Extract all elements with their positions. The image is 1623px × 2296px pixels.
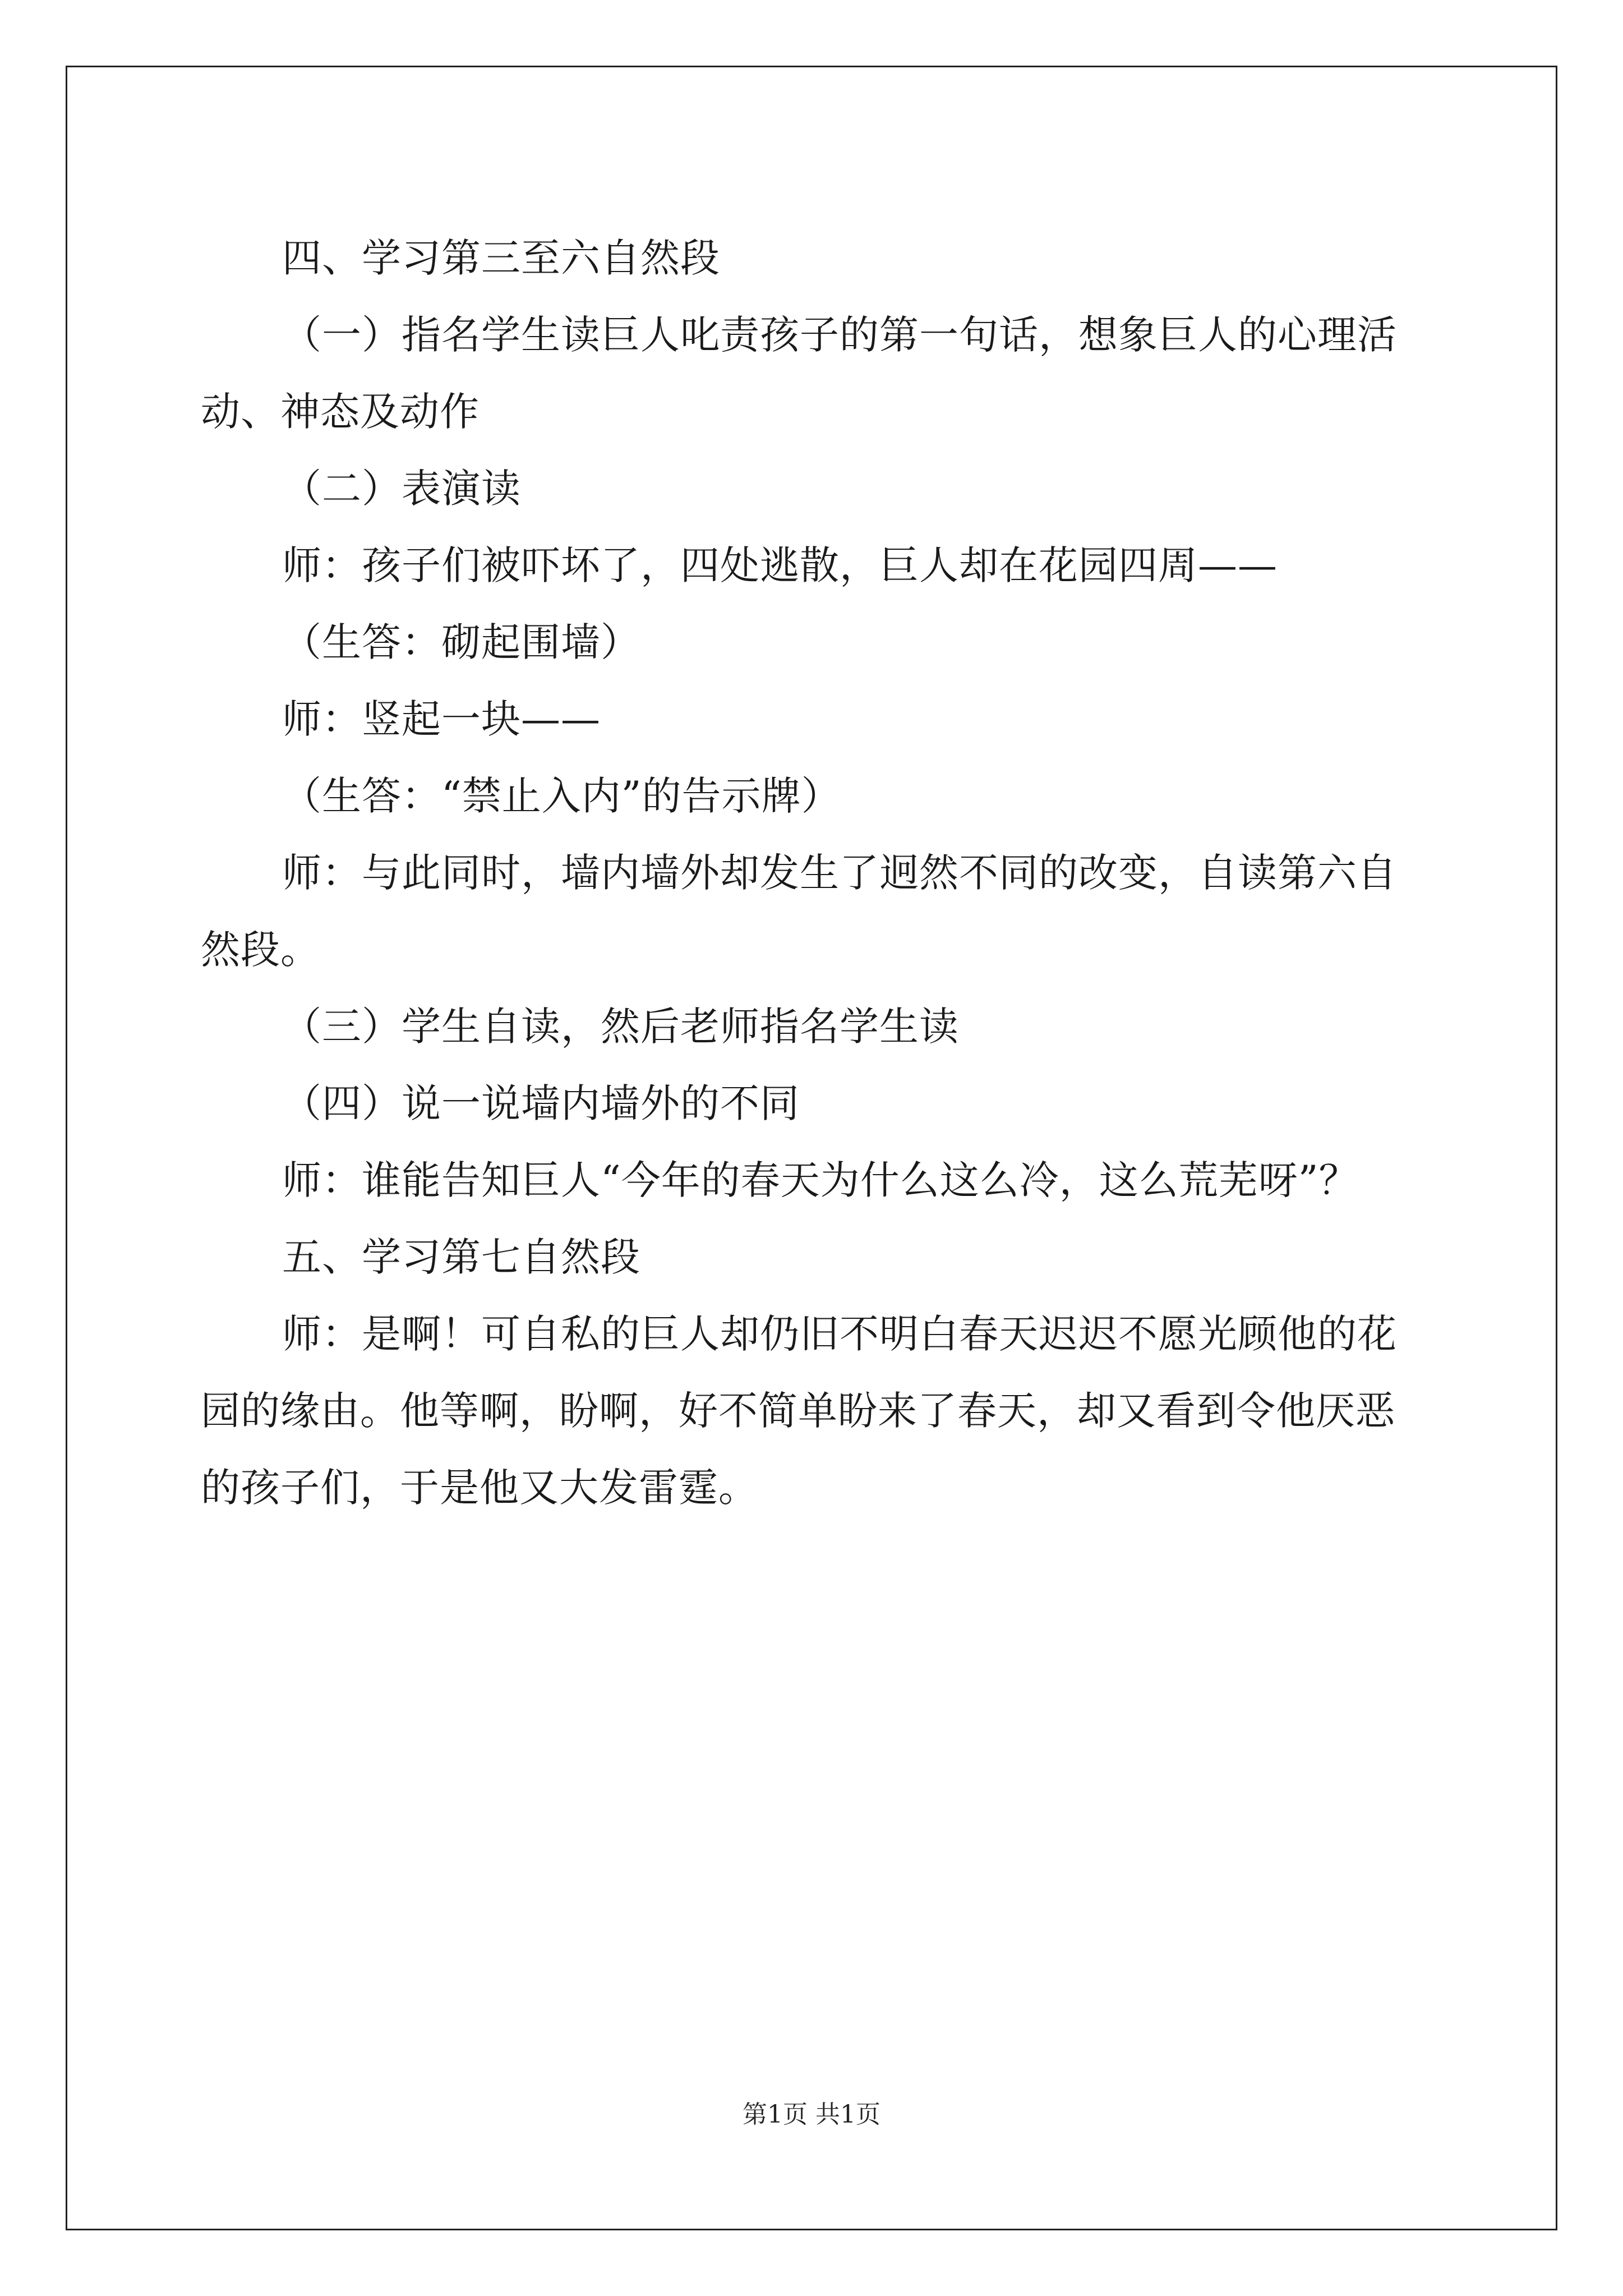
paragraph-teacher-line-4: 师：谁能告知巨人“今年的春天为什么这么冷，这么荒芜呀”？	[282, 1157, 1359, 1203]
paragraph-teacher-line-5: 师：是啊！可自私的巨人却仍旧不明白春天迟迟不愿光顾他的花园的缘由。他等啊，盼啊，好不简单盼来了春天，却又看到令他厌恶的孩子们，于是他又大发雷霆。	[201, 1311, 1397, 1511]
paragraph-step-1: （一）指名学生读巨人叱责孩子的第一句话，想象巨人的心理活动、神态及动作	[201, 312, 1397, 435]
paragraph-step-4: （四）说一说墙内墙外的不同	[282, 1080, 800, 1126]
paragraph-teacher-line-1: 师：孩子们被吓坏了，四处逃散，巨人却在花园四周——	[282, 542, 1278, 588]
paragraph-step-2: （二）表演读	[282, 466, 521, 512]
paragraph-section-4-heading: 四、学习第三至六自然段	[282, 235, 720, 281]
document-body	[201, 220, 1435, 1526]
paragraph-student-answer-1: （生答：砌起围墙）	[282, 619, 640, 665]
paragraph-teacher-line-3: 师：与此同时，墙内墙外却发生了迥然不同的改变，自读第六自然段。	[201, 850, 1397, 973]
paragraph-section-5-heading: 五、学习第七自然段	[282, 1234, 640, 1280]
page-footer: 第1页 共1页	[743, 2100, 880, 2129]
paragraph-step-3: （三）学生自读，然后老师指名学生读	[282, 1004, 959, 1050]
paragraph-teacher-line-2: 师：竖起一块——	[282, 696, 601, 742]
paragraph-student-answer-2: （生答：“禁止入内”的告示牌）	[282, 773, 841, 819]
